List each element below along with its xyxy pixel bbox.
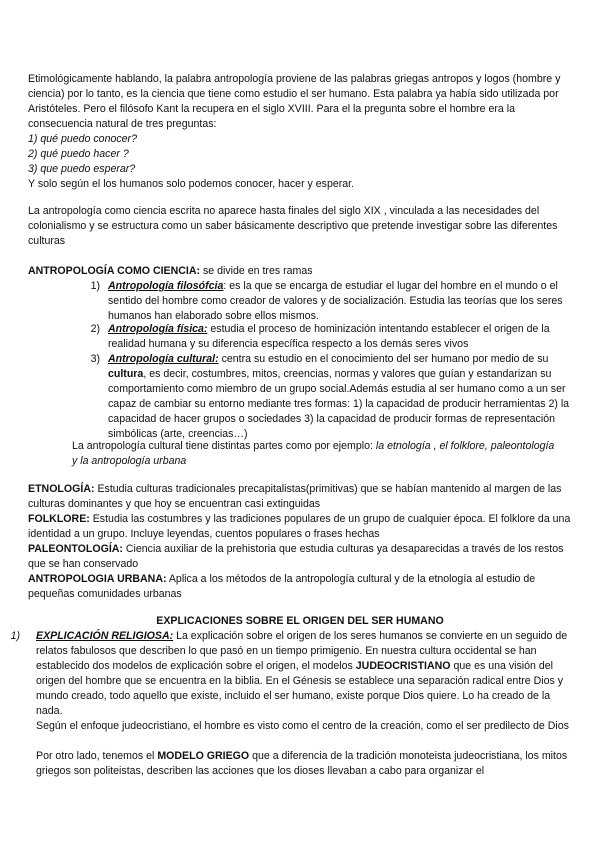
section-heading-ciencia: ANTROPOLOGÍA COMO CIENCIA: se divide en tres ramas: [28, 265, 313, 277]
question-1: 1) qué puedo conocer?: [28, 133, 137, 145]
definition-antropologia-urbana: ANTROPOLOGIA URBANA: Aplica a los métodos de la antropología cultural y de la etnología al estudio de pequeñas comunidades urbanas: [28, 573, 536, 600]
intro-conclusion: Y solo según el los humanos solo podemos conocer, hacer y esperar.: [28, 178, 355, 190]
cultural-parts: La antropología cultural tiene distintas partes como por ejemplo: la etnología , el folklore, paleontología y la antropología urbana: [72, 440, 555, 467]
religious-explanation: EXPLICACIÓN RELIGIOSA: La explicación sobre el origen de los seres humanos se convierte en un seguido de relatos fabulosos que describen lo que pasó en un tiempo primigenio. En nuestra cultura occidental se han establecido dos modelos de explicación sobre el origen, el modelos JUDEOCRISTIANO que es una visión del origen del hombre que se encuentra en la biblia. En el Génesis se establece una separación radical entre Dios y mundo creado, todo aquello que existe, incluido el ser humano, existe porque Dios quiere. Lo ha creado de la nada.: [36, 630, 568, 717]
definition-paleontologia: PALEONTOLOGÍA: Ciencia auxiliar de la prehistoria que estudia culturas ya desaparecidas a través de los restos que se han conservado: [28, 543, 564, 570]
colonialism-paragraph: La antropología como ciencia escrita no aparece hasta finales del siglo XIX , vinculada a las necesidades del colonialismo y se estructura como un saber básicamente descriptivo que pretende investigar sobre las diferentes culturas: [28, 205, 558, 247]
definition-folklore: FOLKLORE: Estudia las costumbres y las tradiciones populares de un grupo de cualquier época. El folklore da una identidad a un grupo. Incluye leyendas, cuentos populares o frases hechas: [28, 513, 571, 540]
question-2: 2) qué puedo hacer ?: [28, 148, 129, 160]
question-3: 3) que puedo esperar?: [28, 163, 136, 175]
list-number: 1): [10, 630, 20, 642]
section-title-origen: EXPLICACIONES SOBRE EL ORIGEN DEL SER HUMANO: [156, 615, 444, 627]
greek-model-paragraph: Por otro lado, tenemos el MODELO GRIEGO que a diferencia de la tradición monoteista judeocristiana, los mitos griegos son politeistas, describen las acciones que los dioses llevaban a cabo para organizar el: [36, 750, 568, 777]
definition-etnologia: ETNOLOGÍA: Estudia culturas tradicionales precapitalistas(primitivas) que se habían mantenido al margen de las culturas dominantes y que hoy se encuentran casi extinguidas: [28, 483, 562, 510]
document-page: Etimológicamente hablando, la palabra antropología proviene de las palabras griegas antropos y logos (hombre y ciencia) por lo tanto, es la ciencia que tiene como estudio el ser humano. Esta palabra ya había sido utilizada por Aristóteles. Pero el filósofo Kant la recupera en el siglo XVIII. Para el la pregunta sobre el hombre era la consecuencia natural de tres preguntas: 1) qué puedo conocer? 2) qué puedo hacer ? 3) que puedo esperar? Y solo según el los humanos solo podemos conocer, hacer y esperar. La antropología como ciencia escrita no aparece hasta finales del siglo XIX , vinculada a las necesidades del colonialismo y se estructura como un saber básicamente descriptivo que pretende investigar sobre las diferentes culturas ANTROPOLOGÍA COMO CIENCIA: se divide en tres ramas 1) Antropología filosófcia: es la que se encarga de estudiar el lugar del hombre en el mundo o el sentido del hombre como creador de valores y de socialización. Estudia las teorías que los seres humanos han elaborado sobre ellos mismos. 2) Antropología física: estudia el proceso de hominización intentando establecer el origen de la realidad humana y su diferencia específica respecto a los demás seres vivos 3) Antropología cultural: centra su estudio en el conocimiento del ser humano por medio de su cultura, es decir, costumbres, mitos, creencias, normas y valores que guían y estandarizan su comportamiento como miembro de un grupo social.Además estudia al ser humano como a un ser capaz de cambiar su entorno mediante tres formas: 1) la capacidad de producir herramientas 2) la capacidad de hacer grupos o sociedades 3) la capacidad de producir formas de representación simbólicas (arte, creencias…) La antropología cultural tiene distintas partes como por ejemplo: la etnología , el folklore, paleontología y la antropología urbana ETNOLOGÍA: Estudia culturas tradicionales precapitalistas(primitivas) que se habían mantenido al margen de las culturas dominantes y que hoy se encuentran casi extinguidas FOLKLORE: Estudia las costumbres y las tradiciones populares de un grupo de cualquier época. El folklore da una identidad a un grupo. Incluye leyendas, cuentos populares o frases hechas PALEONTOLOGÍA: Ciencia auxiliar de la prehistoria que estudia culturas ya desaparecidas a través de los restos que se han conservado ANTROPOLOGIA URBANA: Aplica a los métodos de la antropología cultural y de la etnología al estudio de pequeñas comunidades urbanas EXPLICACIONES SOBRE EL ORIGEN DEL SER HUMANO 1) EXPLICACIÓN RELIGIOSA: La explicación sobre el origen de los seres humanos se convierte en un seguido de relatos fabulosos que describen lo que pasó en un tiempo primigenio. En nuestra cultura occidental se han establecido dos modelos de explicación sobre el origen, el modelos JUDEOCRISTIANO que es una visión del origen del hombre que se encuentra en la biblia. En el Génesis se establece una separación radical entre Dios y mundo creado, todo aquello que existe, incluido el ser humano, existe porque Dios quiere. Lo ha creado de la nada. Según el enfoque judeocristiano, el hombre es visto como el centro de la creación, como el ser predilecto de Dios Por otro lado, tenemos el MODELO GRIEGO que a diferencia de la tradición monoteista judeocristiana, los mitos griegos son politeistas, describen las acciones que los dioses llevaban a cabo para organizar el: [0, 0, 600, 848]
intro-paragraph: Etimológicamente hablando, la palabra antropología proviene de las palabras griegas antropos y logos (hombre y ciencia) por lo tanto, es la ciencia que tiene como estudio el ser humano. Esta palabra ya había sido utilizada por Aristóteles. Pero el filósofo Kant la recupera en el siglo XVIII. Para el la pregunta sobre el hombre era la consecuencia natural de tres preguntas:: [28, 73, 561, 130]
judeochristian-paragraph: Según el enfoque judeocristiano, el hombre es visto como el centro de la creación, como el ser predilecto de Dios: [36, 720, 569, 732]
